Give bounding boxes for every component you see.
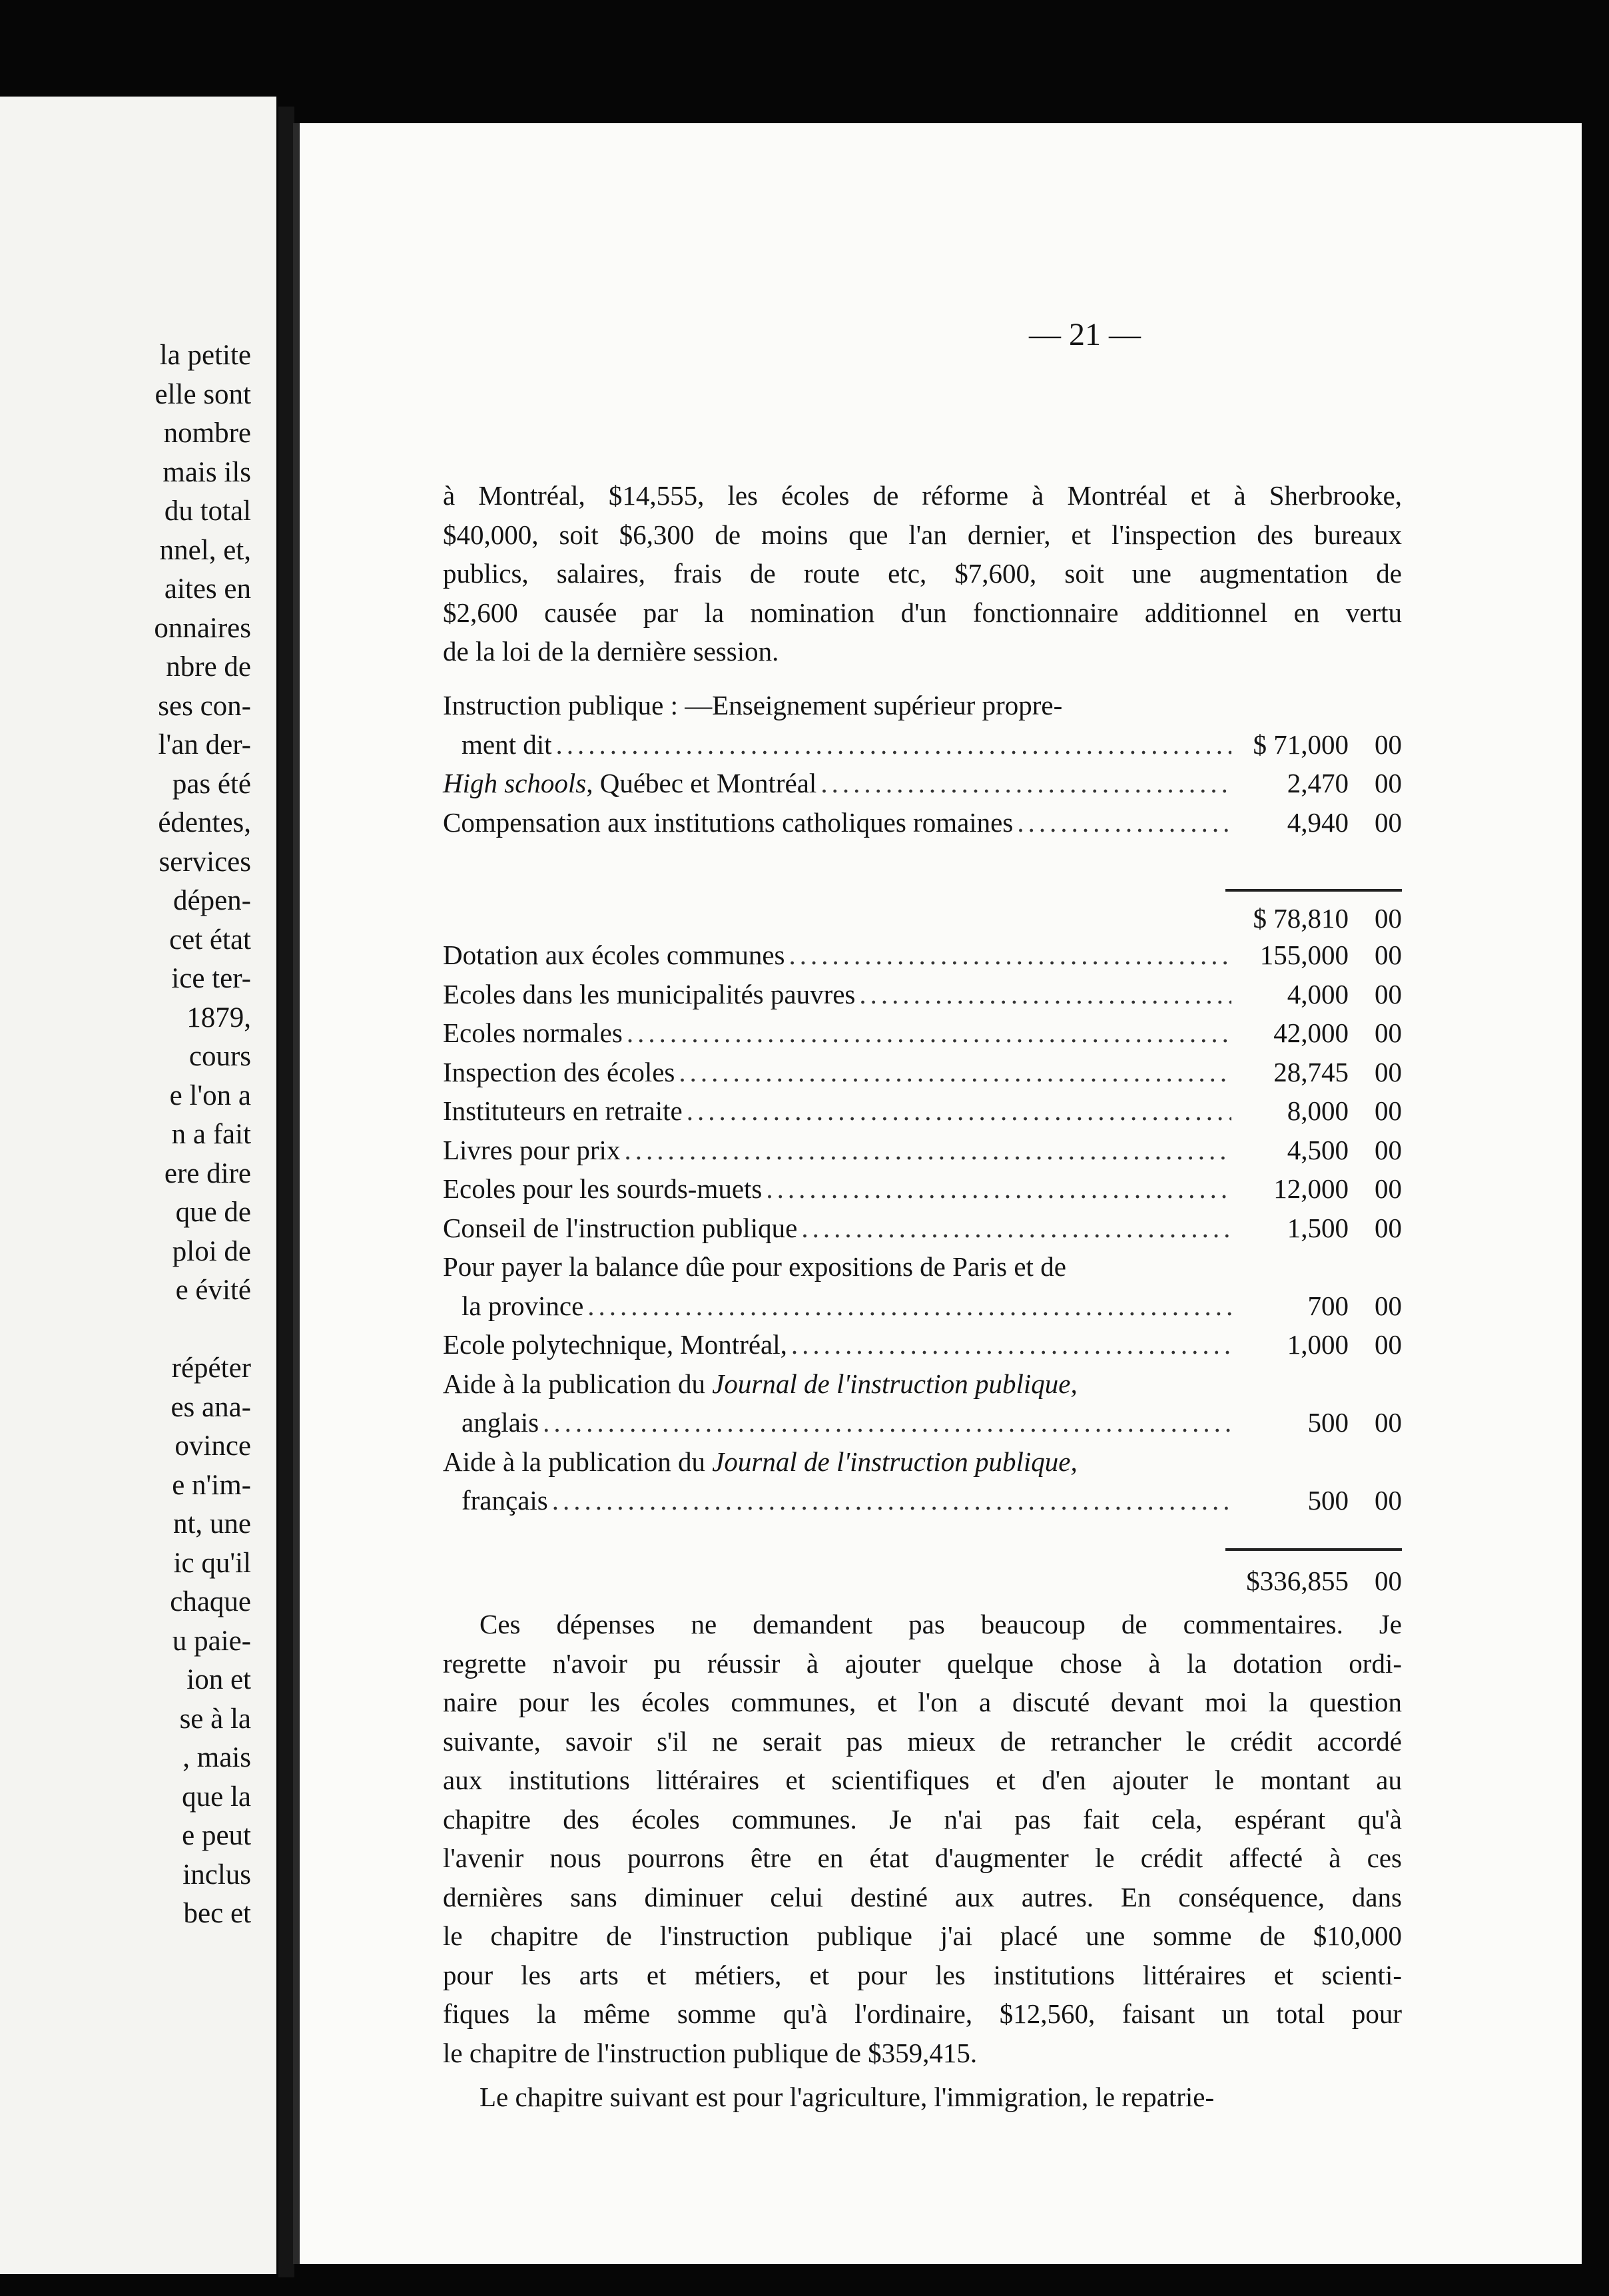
budget-item-label bbox=[443, 1368, 1078, 1400]
amount-dollars: 8,000 bbox=[1287, 1095, 1349, 1126]
amount-cents: 00 bbox=[1375, 1134, 1402, 1165]
budget-row bbox=[443, 689, 1402, 728]
text-line: $40,000, soit $6,300 de moins que l'an dernier, et l'inspection des bureaux bbox=[443, 519, 1402, 550]
budget-item-text: , Québec et Montréal bbox=[586, 768, 817, 798]
budget-item-label bbox=[443, 978, 855, 1010]
budget-amount bbox=[1235, 1484, 1402, 1516]
amount-dollars: 4,500 bbox=[1287, 1134, 1349, 1165]
left-page-line: e l'on a bbox=[169, 1079, 251, 1111]
budget-item-text: Ecoles pour les sourds-muets bbox=[443, 1173, 763, 1204]
left-page-line: nombre bbox=[163, 418, 251, 449]
amount-dollars: 155,000 bbox=[1259, 940, 1349, 970]
left-page-line: chaque bbox=[170, 1586, 251, 1617]
left-page-line: dépen- bbox=[173, 885, 251, 916]
budget-item-text: Compensation aux institutions catholiques romaines bbox=[443, 806, 1014, 838]
left-facing-page bbox=[0, 97, 276, 2274]
left-page-line: bec et bbox=[183, 1898, 251, 1929]
amount-dollars: 4,940 bbox=[1287, 806, 1349, 838]
amount-dollars: 4,000 bbox=[1287, 978, 1349, 1009]
left-page-line: inclus bbox=[182, 1859, 251, 1890]
budget-row bbox=[443, 1406, 1402, 1445]
budget-item-italic: Journal de l'instruction publique, bbox=[712, 1446, 1078, 1477]
budget-row bbox=[443, 1017, 1402, 1055]
budget-row bbox=[443, 1134, 1402, 1173]
amount-cents: 00 bbox=[1375, 1212, 1402, 1243]
budget-amount bbox=[1235, 1134, 1402, 1166]
text-line: publics, salaires, frais de route etc, $7,600, soit une augmentation de bbox=[443, 558, 1402, 589]
budget-item-label bbox=[443, 1095, 683, 1127]
budget-row bbox=[443, 1290, 1402, 1328]
amount-dollars: 12,000 bbox=[1273, 1173, 1349, 1204]
amount-dollars: 700 bbox=[1307, 1290, 1349, 1321]
budget-row bbox=[443, 1484, 1402, 1523]
amount-cents: 00 bbox=[1375, 1407, 1402, 1438]
budget-item-label bbox=[443, 1406, 539, 1438]
left-page-line: e évité bbox=[175, 1275, 251, 1306]
amount-dollars: 2,470 bbox=[1287, 768, 1349, 798]
budget-item-label bbox=[443, 806, 1013, 838]
left-page-line: se à la bbox=[179, 1703, 251, 1735]
left-page-line: n a fait bbox=[171, 1119, 251, 1150]
text-line: $2,600 causée par la nomination d'un fonctionnaire additionnel en vertu bbox=[443, 597, 1402, 628]
text-line: de la loi de la dernière session. bbox=[443, 636, 779, 667]
amount-cents: 00 bbox=[1375, 1290, 1402, 1321]
budget-item-text: Instituteurs en retraite bbox=[443, 1095, 683, 1126]
budget-amount bbox=[1235, 1056, 1402, 1088]
page-number: — 21 — bbox=[1029, 317, 1141, 352]
grand-total-line bbox=[443, 1565, 1402, 1597]
text-line: dernières sans diminuer celui destiné aux autres. En conséquence, dans bbox=[443, 1881, 1402, 1912]
leader-dots bbox=[627, 1017, 1231, 1049]
budget-item-label bbox=[443, 1017, 623, 1049]
left-page-line: ses con- bbox=[158, 690, 251, 722]
budget-item-text: Ecole polytechnique, Montréal, bbox=[443, 1329, 787, 1360]
budget-amount bbox=[1235, 767, 1402, 799]
leader-dots bbox=[789, 939, 1231, 971]
left-page-line: cours bbox=[188, 1041, 251, 1072]
text-line: naire pour les écoles communes, et l'on a discuté devant moi la question bbox=[443, 1687, 1402, 1717]
text-line: Le chapitre suivant est pour l'agriculture, l'immigration, le repatrie- bbox=[480, 2082, 1215, 2112]
budget-item-text: français bbox=[462, 1485, 548, 1516]
amount-dollars: 500 bbox=[1307, 1407, 1349, 1438]
left-page-line: du total bbox=[164, 495, 251, 527]
budget-item-label bbox=[443, 1212, 797, 1244]
left-page-line: mais ils bbox=[162, 456, 251, 488]
leader-dots bbox=[766, 1173, 1231, 1205]
budget-row bbox=[443, 1173, 1402, 1211]
budget-amount bbox=[1235, 1290, 1402, 1322]
budget-item-label bbox=[443, 1056, 675, 1088]
leader-dots bbox=[556, 728, 1231, 760]
left-page-line: , mais bbox=[182, 1742, 251, 1773]
left-page-line: u paie- bbox=[172, 1625, 251, 1657]
budget-item-text: Inspection des écoles bbox=[443, 1056, 675, 1087]
budget-item-text: Aide à la publication du bbox=[443, 1368, 713, 1399]
budget-item-label bbox=[443, 1290, 583, 1322]
budget-row bbox=[443, 1056, 1402, 1095]
budget-item-label bbox=[443, 767, 816, 799]
budget-item-text: Ecoles normales bbox=[443, 1017, 623, 1048]
budget-item-text: Ecoles dans les municipalités pauvres bbox=[443, 978, 856, 1009]
main-page bbox=[293, 123, 1582, 2264]
left-page-line: ere dire bbox=[164, 1157, 251, 1189]
budget-item-label bbox=[443, 689, 1062, 721]
left-page-line: es ana- bbox=[170, 1391, 251, 1423]
budget-item-italic: Journal de l'instruction publique, bbox=[712, 1368, 1078, 1399]
text-line: le chapitre de l'instruction publique de $359,415. bbox=[443, 2037, 978, 2068]
amount-cents: 00 bbox=[1375, 940, 1402, 970]
amount-dollars: 1,000 bbox=[1287, 1329, 1349, 1360]
leader-dots bbox=[859, 978, 1231, 1010]
leader-dots bbox=[552, 1484, 1231, 1516]
budget-item-text: Instruction publique : —Enseignement supérieur propre- bbox=[443, 690, 1063, 720]
budget-amount bbox=[1235, 939, 1402, 971]
sum-rule bbox=[1225, 889, 1402, 892]
amount-dollars: 42,000 bbox=[1273, 1017, 1349, 1048]
budget-amount bbox=[1235, 978, 1402, 1010]
budget-amount bbox=[1235, 1017, 1402, 1049]
budget-item-italic: High schools bbox=[443, 768, 587, 798]
leader-dots bbox=[543, 1406, 1231, 1438]
total-dollars: $ 78,810 bbox=[1253, 903, 1349, 934]
budget-item-text: Livres pour prix bbox=[443, 1134, 621, 1165]
left-page-line bbox=[154, 1310, 251, 1350]
left-page-line: ic qu'il bbox=[173, 1547, 251, 1579]
left-page-line: ploi de bbox=[172, 1235, 251, 1267]
total-cents: 00 bbox=[1375, 903, 1402, 934]
amount-cents: 00 bbox=[1375, 728, 1402, 760]
budget-amount bbox=[1235, 806, 1402, 838]
left-page-line: nbre de bbox=[166, 651, 251, 683]
budget-row bbox=[443, 1251, 1402, 1289]
budget-row bbox=[443, 728, 1402, 767]
amount-dollars: 500 bbox=[1307, 1485, 1349, 1516]
intro-paragraph bbox=[443, 476, 1402, 671]
amount-cents: 00 bbox=[1375, 806, 1402, 838]
left-page-line: répéter bbox=[171, 1352, 251, 1384]
budget-item-text: la province bbox=[462, 1290, 584, 1321]
budget-amount bbox=[1235, 1328, 1402, 1360]
budget-row bbox=[443, 1446, 1402, 1484]
left-page-line: onnaires bbox=[154, 612, 251, 644]
final-paragraph bbox=[443, 2078, 1402, 2117]
budget-item-label bbox=[443, 1328, 787, 1360]
amount-cents: 00 bbox=[1375, 1173, 1402, 1204]
budget-item-label bbox=[443, 1251, 1066, 1283]
budget-item-label bbox=[443, 1173, 762, 1205]
left-page-line: nnel, et, bbox=[159, 534, 251, 566]
book-spine bbox=[278, 107, 294, 2277]
budget-amount bbox=[1235, 1212, 1402, 1244]
sum-rule bbox=[1225, 1548, 1402, 1551]
amount-cents: 00 bbox=[1375, 768, 1402, 798]
text-line: fiques la même somme qu'à l'ordinaire, $12,560, faisant un total pour bbox=[443, 1998, 1402, 2029]
text-line: Ces dépenses ne demandent pas beaucoup de commentaires. Je bbox=[480, 1609, 1402, 1639]
budget-row bbox=[443, 978, 1402, 1017]
left-page-line: pas été bbox=[172, 768, 251, 800]
budget-row bbox=[443, 767, 1402, 806]
text-line: pour les arts et métiers, et pour les institutions littéraires et scienti- bbox=[443, 1959, 1402, 1990]
amount-dollars: $ 71,000 bbox=[1253, 728, 1349, 760]
text-line: chapitre des écoles communes. Je n'ai pas fait cela, espérant qu'à bbox=[443, 1803, 1402, 1835]
text-line: aux institutions littéraires et scientifiques et d'en ajouter le montant au bbox=[443, 1765, 1402, 1795]
budget-row bbox=[443, 1368, 1402, 1406]
budget-item-label bbox=[443, 728, 552, 760]
budget-item-text: Pour payer la balance dûe pour expositions de Paris et de bbox=[443, 1251, 1066, 1282]
total-cents: 00 bbox=[1375, 1566, 1402, 1596]
left-page-line: e n'im- bbox=[172, 1469, 251, 1501]
left-page-line: que de bbox=[175, 1197, 251, 1228]
budget-item-text: Aide à la publication du bbox=[443, 1446, 713, 1477]
left-page-line: que la bbox=[182, 1781, 251, 1813]
amount-cents: 00 bbox=[1375, 978, 1402, 1009]
leader-dots bbox=[679, 1056, 1231, 1088]
text-line: suivante, savoir s'il ne serait pas mieux de retrancher le crédit accordé bbox=[443, 1725, 1402, 1757]
left-page-line: nt, une bbox=[172, 1508, 251, 1540]
budget-item-text: anglais bbox=[462, 1407, 539, 1438]
left-page-line: services bbox=[159, 846, 251, 878]
amount-cents: 00 bbox=[1375, 1485, 1402, 1516]
leader-dots bbox=[791, 1328, 1231, 1360]
left-page-text bbox=[154, 336, 251, 1934]
leader-dots bbox=[624, 1134, 1231, 1166]
budget-amount bbox=[1235, 1406, 1402, 1438]
budget-item-label bbox=[443, 939, 785, 971]
amount-cents: 00 bbox=[1375, 1095, 1402, 1126]
budget-item-label bbox=[443, 1446, 1078, 1478]
subtotal-line bbox=[443, 902, 1402, 934]
budget-item-label bbox=[443, 1134, 620, 1166]
amount-cents: 00 bbox=[1375, 1056, 1402, 1087]
budget-amount bbox=[1235, 1173, 1402, 1205]
left-page-line: ion et bbox=[186, 1664, 251, 1695]
amount-dollars: 28,745 bbox=[1273, 1056, 1349, 1087]
budget-row bbox=[443, 939, 1402, 978]
budget-item-label bbox=[443, 1484, 548, 1516]
text-line: le chapitre de l'instruction publique j'ai placé une somme de $10,000 bbox=[443, 1920, 1402, 1951]
budget-amount bbox=[1235, 1095, 1402, 1127]
left-page-line: 1879, bbox=[186, 1002, 251, 1033]
budget-item-text: Dotation aux écoles communes bbox=[443, 940, 785, 970]
left-page-line: la petite bbox=[159, 340, 251, 371]
left-page-line: cet état bbox=[169, 924, 251, 956]
left-page-line: e peut bbox=[182, 1820, 251, 1851]
leader-dots bbox=[801, 1212, 1231, 1244]
budget-row bbox=[443, 806, 1402, 845]
left-page-line: ovince bbox=[174, 1430, 251, 1462]
budget-row bbox=[443, 1095, 1402, 1133]
leader-dots bbox=[587, 1290, 1231, 1322]
budget-amount bbox=[1235, 728, 1402, 760]
text-line: l'avenir nous pourrons être en état d'augmenter le crédit affecté à ces bbox=[443, 1843, 1402, 1873]
budget-row bbox=[443, 1212, 1402, 1251]
amount-cents: 00 bbox=[1375, 1017, 1402, 1048]
budget-row bbox=[443, 1328, 1402, 1367]
left-page-line: aites en bbox=[164, 573, 251, 605]
leader-dots bbox=[820, 767, 1231, 799]
leader-dots bbox=[687, 1095, 1231, 1127]
text-line: regrette n'avoir pu réussir à ajouter quelque chose à la dotation ordi- bbox=[443, 1647, 1402, 1679]
amount-cents: 00 bbox=[1375, 1329, 1402, 1360]
left-page-line: elle sont bbox=[155, 378, 251, 410]
total-dollars: $336,855 bbox=[1246, 1566, 1349, 1596]
budget-item-text: Conseil de l'instruction publique bbox=[443, 1212, 798, 1243]
commentary-paragraph bbox=[443, 1605, 1402, 2072]
leader-dots bbox=[1017, 806, 1231, 838]
text-line: à Montréal, $14,555, les écoles de réforme à Montréal et à Sherbrooke, bbox=[443, 480, 1402, 511]
amount-dollars: 1,500 bbox=[1287, 1212, 1349, 1243]
left-page-line: ice ter- bbox=[171, 963, 251, 994]
left-page-line: l'an der- bbox=[158, 729, 251, 760]
budget-item-text: ment dit bbox=[462, 728, 552, 760]
left-page-line: édentes, bbox=[158, 807, 251, 838]
